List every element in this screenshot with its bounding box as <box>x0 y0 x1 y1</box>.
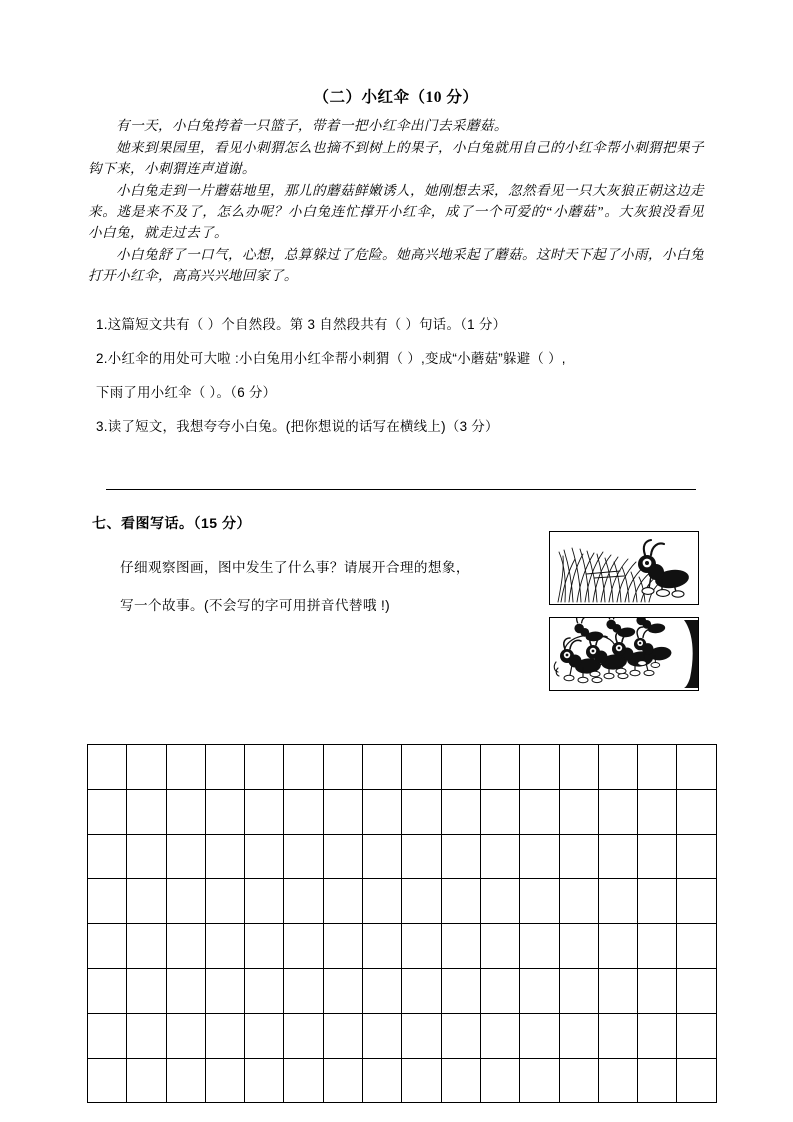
writing-grid-cell[interactable] <box>480 789 519 834</box>
writing-grid-cell[interactable] <box>559 968 598 1013</box>
writing-grid-cell[interactable] <box>245 879 284 924</box>
writing-grid-cell[interactable] <box>205 924 244 969</box>
writing-grid-cell[interactable] <box>638 1058 677 1103</box>
writing-grid-cell[interactable] <box>677 1058 716 1103</box>
writing-grid-cell[interactable] <box>638 745 677 790</box>
writing-grid-cell[interactable] <box>441 1013 480 1058</box>
writing-grid-cell[interactable] <box>363 924 402 969</box>
writing-grid-cell[interactable] <box>559 924 598 969</box>
writing-grid-cell[interactable] <box>323 789 362 834</box>
writing-grid-cell[interactable] <box>166 924 205 969</box>
writing-grid-cell[interactable] <box>480 968 519 1013</box>
writing-grid-cell[interactable] <box>520 745 559 790</box>
writing-grid-cell[interactable] <box>638 834 677 879</box>
question-item-3 <box>96 410 704 444</box>
writing-grid-cell[interactable] <box>88 968 127 1013</box>
writing-grid-cell[interactable] <box>402 789 441 834</box>
writing-grid-cell[interactable] <box>559 789 598 834</box>
writing-grid-row <box>88 924 717 969</box>
writing-grid-cell[interactable] <box>402 1058 441 1103</box>
writing-grid-cell[interactable] <box>88 924 127 969</box>
writing-grid-cell[interactable] <box>638 789 677 834</box>
writing-grid-cell[interactable] <box>245 1013 284 1058</box>
ants-carrying-illustration-icon <box>550 618 698 690</box>
passage-paragraph: 小白兔舒了一口气，心想，总算躲过了危险。她高兴地采起了蘑菇。这时天下起了小雨，小白兔打开小红伞，高高兴兴地回家了。 <box>88 247 704 284</box>
writing-grid-cell[interactable] <box>441 1058 480 1103</box>
question-item-2-continuation: 下雨了用小红伞（ ）。（6 分） <box>96 385 277 400</box>
question-text: 小红伞的用处可大啦 :小白兔用小红伞帮小刺猬（ ）,变成“小蘑菇”躲避（ ）, <box>107 351 566 366</box>
writing-grid-cell[interactable] <box>402 879 441 924</box>
passage-paragraph: 有一天，小白兔挎着一只篮子，带着一把小红伞出门去采蘑菇。 <box>116 118 508 134</box>
writing-grid-cell[interactable] <box>638 924 677 969</box>
writing-grid-cell[interactable] <box>245 1058 284 1103</box>
writing-grid-cell[interactable] <box>520 789 559 834</box>
passage-paragraph: 她来到果园里，看见小刺猬怎么也摘不到树上的果子，小白兔就用自己的小红伞帮小刺猬把果子钩下来，小刺猬连声道谢。 <box>88 140 704 177</box>
writing-grid-cell[interactable] <box>245 789 284 834</box>
writing-grid-cell[interactable] <box>166 1013 205 1058</box>
writing-grid-cell[interactable] <box>677 1013 716 1058</box>
writing-grid-cell[interactable] <box>127 879 166 924</box>
writing-grid-cell[interactable] <box>166 789 205 834</box>
writing-grid-row <box>88 745 717 790</box>
writing-grid-cell[interactable] <box>520 924 559 969</box>
writing-grid-cell[interactable] <box>127 924 166 969</box>
writing-grid-cell[interactable] <box>598 924 637 969</box>
writing-grid-cell[interactable] <box>520 879 559 924</box>
writing-grid-cell[interactable] <box>205 968 244 1013</box>
writing-grid-cell[interactable] <box>480 879 519 924</box>
question-number: 2. <box>96 351 108 366</box>
writing-grid-cell[interactable] <box>520 834 559 879</box>
question-text: 这篇短文共有（ ）个自然段。第 3 自然段共有（ ）句话。（1 分） <box>107 317 507 332</box>
writing-grid-cell[interactable] <box>284 1013 323 1058</box>
writing-grid-cell[interactable] <box>363 968 402 1013</box>
writing-grid-cell[interactable] <box>363 879 402 924</box>
writing-grid-cell[interactable] <box>323 879 362 924</box>
writing-grid-cell[interactable] <box>441 968 480 1013</box>
writing-grid-cell[interactable] <box>88 879 127 924</box>
writing-grid-cell[interactable] <box>677 924 716 969</box>
writing-grid-cell[interactable] <box>323 968 362 1013</box>
writing-grid-cell[interactable] <box>598 879 637 924</box>
writing-grid-cell[interactable] <box>559 1058 598 1103</box>
writing-grid-cell[interactable] <box>598 834 637 879</box>
writing-grid-cell[interactable] <box>205 879 244 924</box>
writing-grid-cell[interactable] <box>284 745 323 790</box>
writing-grid-cell[interactable] <box>559 879 598 924</box>
writing-grid-cell[interactable] <box>284 834 323 879</box>
writing-grid-cell[interactable] <box>480 1058 519 1103</box>
writing-grid-cell[interactable] <box>323 1013 362 1058</box>
writing-grid-cell[interactable] <box>166 834 205 879</box>
writing-grid-cell[interactable] <box>402 745 441 790</box>
writing-grid-cell[interactable] <box>559 834 598 879</box>
writing-grid-cell[interactable] <box>363 834 402 879</box>
question-item-2 <box>96 342 704 376</box>
writing-grid-cell[interactable] <box>363 789 402 834</box>
ant-grass-illustration-icon <box>550 532 698 604</box>
writing-grid-cell[interactable] <box>638 968 677 1013</box>
writing-grid-cell[interactable] <box>245 834 284 879</box>
writing-grid[interactable] <box>87 744 700 1095</box>
writing-grid-cell[interactable] <box>205 1058 244 1103</box>
reading-passage-section <box>88 88 704 287</box>
writing-grid-cell[interactable] <box>598 1058 637 1103</box>
writing-grid-cell[interactable] <box>638 879 677 924</box>
writing-grid-cell[interactable] <box>402 1013 441 1058</box>
writing-grid-cell[interactable] <box>205 834 244 879</box>
passage-title: （二）小红伞（10 分） <box>313 89 479 106</box>
section-seven-instruction-line: 写一个故事。(不会写的字可用拼音代替哦 !) <box>120 598 391 613</box>
writing-grid-cell[interactable] <box>205 1013 244 1058</box>
writing-grid-cell[interactable] <box>127 789 166 834</box>
writing-grid-cell[interactable] <box>677 879 716 924</box>
writing-grid-row <box>88 968 717 1013</box>
writing-grid-cell[interactable] <box>245 924 284 969</box>
writing-grid-cell[interactable] <box>480 745 519 790</box>
writing-grid-cell[interactable] <box>166 745 205 790</box>
writing-grid-cell[interactable] <box>127 1058 166 1103</box>
writing-grid-cell[interactable] <box>166 1058 205 1103</box>
writing-grid-cell[interactable] <box>480 1013 519 1058</box>
writing-grid-cell[interactable] <box>677 968 716 1013</box>
writing-grid-cell[interactable] <box>480 924 519 969</box>
writing-grid-cell[interactable] <box>127 834 166 879</box>
writing-grid-cell[interactable] <box>441 924 480 969</box>
writing-grid-cell[interactable] <box>363 745 402 790</box>
writing-grid-row <box>88 1058 717 1103</box>
writing-grid-cell[interactable] <box>402 924 441 969</box>
writing-grid-cell[interactable] <box>284 968 323 1013</box>
question-list <box>96 308 704 444</box>
writing-grid-cell[interactable] <box>598 745 637 790</box>
writing-grid-cell[interactable] <box>88 1058 127 1103</box>
writing-grid-table[interactable] <box>87 744 717 1103</box>
writing-grid-cell[interactable] <box>363 1013 402 1058</box>
writing-grid-cell[interactable] <box>166 879 205 924</box>
writing-grid-cell[interactable] <box>284 1058 323 1103</box>
passage-paragraph: 小白兔走到一片蘑菇地里，那儿的蘑菇鲜嫩诱人，她刚想去采，忽然看见一只大灰狼正朝这边走来。逃是来不及了，怎么办呢？小白兔连忙撑开小红伞，成了一个可爱的“小蘑菇”。大灰狼没看见小白兔，就走过去了。 <box>88 183 704 241</box>
writing-grid-cell[interactable] <box>520 968 559 1013</box>
writing-grid-cell[interactable] <box>598 968 637 1013</box>
writing-grid-cell[interactable] <box>245 745 284 790</box>
writing-grid-cell[interactable] <box>598 1013 637 1058</box>
writing-grid-cell[interactable] <box>441 834 480 879</box>
writing-grid-cell[interactable] <box>323 1058 362 1103</box>
writing-grid-cell[interactable] <box>402 834 441 879</box>
writing-grid-cell[interactable] <box>166 968 205 1013</box>
writing-grid-cell[interactable] <box>677 834 716 879</box>
question-number: 1. <box>96 317 108 332</box>
writing-grid-row <box>88 789 717 834</box>
writing-grid-cell[interactable] <box>127 968 166 1013</box>
writing-grid-cell[interactable] <box>441 789 480 834</box>
question-item-1 <box>96 308 704 342</box>
writing-grid-cell[interactable] <box>88 834 127 879</box>
writing-grid-cell[interactable] <box>559 745 598 790</box>
picture-panel-ant-looking-at-grass <box>549 531 699 605</box>
writing-grid-cell[interactable] <box>677 745 716 790</box>
writing-grid-cell[interactable] <box>677 789 716 834</box>
section-seven <box>92 513 542 625</box>
writing-grid-cell[interactable] <box>88 1013 127 1058</box>
writing-grid-cell[interactable] <box>284 879 323 924</box>
writing-grid-cell[interactable] <box>441 879 480 924</box>
section-seven-heading: 七、看图写话。（15 分） <box>92 515 251 531</box>
writing-grid-cell[interactable] <box>520 1013 559 1058</box>
writing-grid-cell[interactable] <box>402 968 441 1013</box>
writing-grid-cell[interactable] <box>638 1013 677 1058</box>
question-number: 3. <box>96 419 108 434</box>
writing-grid-cell[interactable] <box>88 745 127 790</box>
writing-grid-row <box>88 834 717 879</box>
writing-grid-cell[interactable] <box>323 834 362 879</box>
question-text: 读了短文，我想夸夸小白兔。(把你想说的话写在横线上)（3 分） <box>107 419 499 434</box>
writing-grid-cell[interactable] <box>559 1013 598 1058</box>
writing-grid-cell[interactable] <box>480 834 519 879</box>
section-seven-instruction-line: 仔细观察图画，图中发生了什么事？请展开合理的想象， <box>120 560 470 575</box>
writing-grid-cell[interactable] <box>441 745 480 790</box>
writing-grid-cell[interactable] <box>363 1058 402 1103</box>
writing-grid-row <box>88 879 717 924</box>
writing-grid-row <box>88 1013 717 1058</box>
writing-grid-cell[interactable] <box>127 745 166 790</box>
writing-grid-cell[interactable] <box>598 789 637 834</box>
writing-grid-cell[interactable] <box>245 968 284 1013</box>
picture-panel-ants-carrying-together <box>549 617 699 691</box>
writing-grid-cell[interactable] <box>323 745 362 790</box>
writing-grid-cell[interactable] <box>205 745 244 790</box>
answer-write-line[interactable] <box>106 489 696 490</box>
writing-grid-cell[interactable] <box>323 924 362 969</box>
writing-grid-cell[interactable] <box>88 789 127 834</box>
writing-grid-cell[interactable] <box>520 1058 559 1103</box>
writing-grid-cell[interactable] <box>205 789 244 834</box>
writing-grid-cell[interactable] <box>284 789 323 834</box>
writing-grid-cell[interactable] <box>127 1013 166 1058</box>
writing-grid-cell[interactable] <box>284 924 323 969</box>
writing-grid-body <box>88 745 717 1103</box>
